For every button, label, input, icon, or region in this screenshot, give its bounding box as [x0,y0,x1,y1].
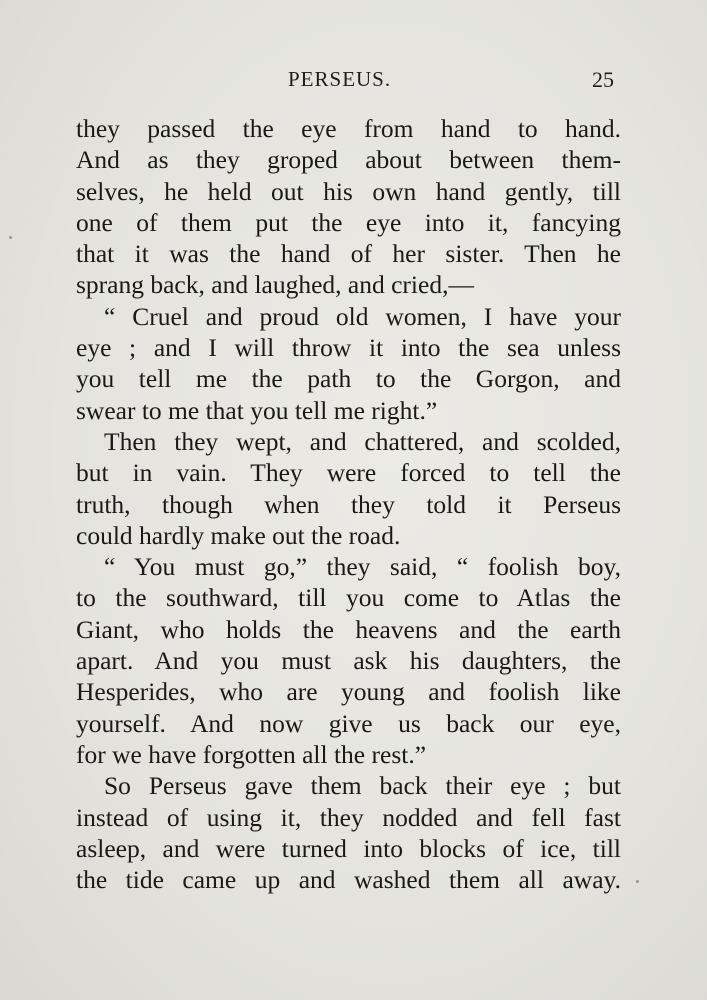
text-line: Hesperides, who are young and foolish like [76,677,621,707]
text-line: that it was the hand of her sister. Then he [76,239,621,269]
text-line: Giant, who holds the heavens and the earth [76,614,621,644]
running-title: PERSEUS. [288,67,392,91]
running-head [0,67,707,97]
text-line: apart. And you must ask his daughters, the [76,646,621,676]
text-line: could hardly make out the road. [76,520,401,550]
text-line: instead of using it, they nodded and fell fast [76,802,621,832]
paper-speck [636,880,639,883]
text-line: one of them put the eye into it, fancying [76,207,621,237]
text-line: So Perseus gave them back their eye ; but [104,771,621,801]
paper-speck [9,236,12,239]
text-line: sprang back, and laughed, and cried,— [76,270,474,300]
text-line: eye ; and I will throw it into the sea unless [76,333,621,363]
text-line: “ Cruel and proud old women, I have your [104,301,621,331]
page-number: 25 [592,67,614,92]
text-line: swear to me that you tell me right.” [76,395,438,425]
text-line: but in vain. They were forced to tell the [76,458,621,488]
body-text [76,113,621,895]
text-line: the tide came up and washed them all away. [76,865,621,895]
text-line: yourself. And now give us back our eye, [76,708,621,738]
text-line: you tell me the path to the Gorgon, and [76,364,621,394]
text-line: they passed the eye from hand to hand. [76,114,621,143]
text-line: to the southward, till you come to Atlas the [76,583,621,613]
text-line: truth, though when they told it Perseus [76,489,621,519]
text-line: asleep, and were turned into blocks of ice, till [76,833,621,863]
text-line: “ You must go,” they said, “ foolish boy, [104,552,621,582]
text-line: Then they wept, and chattered, and scolded, [104,426,621,456]
text-line: for we have forgotten all the rest.” [76,739,427,769]
text-line: And as they groped about between them- [76,145,621,175]
text-line: selves, he held out his own hand gently, till [76,176,621,206]
